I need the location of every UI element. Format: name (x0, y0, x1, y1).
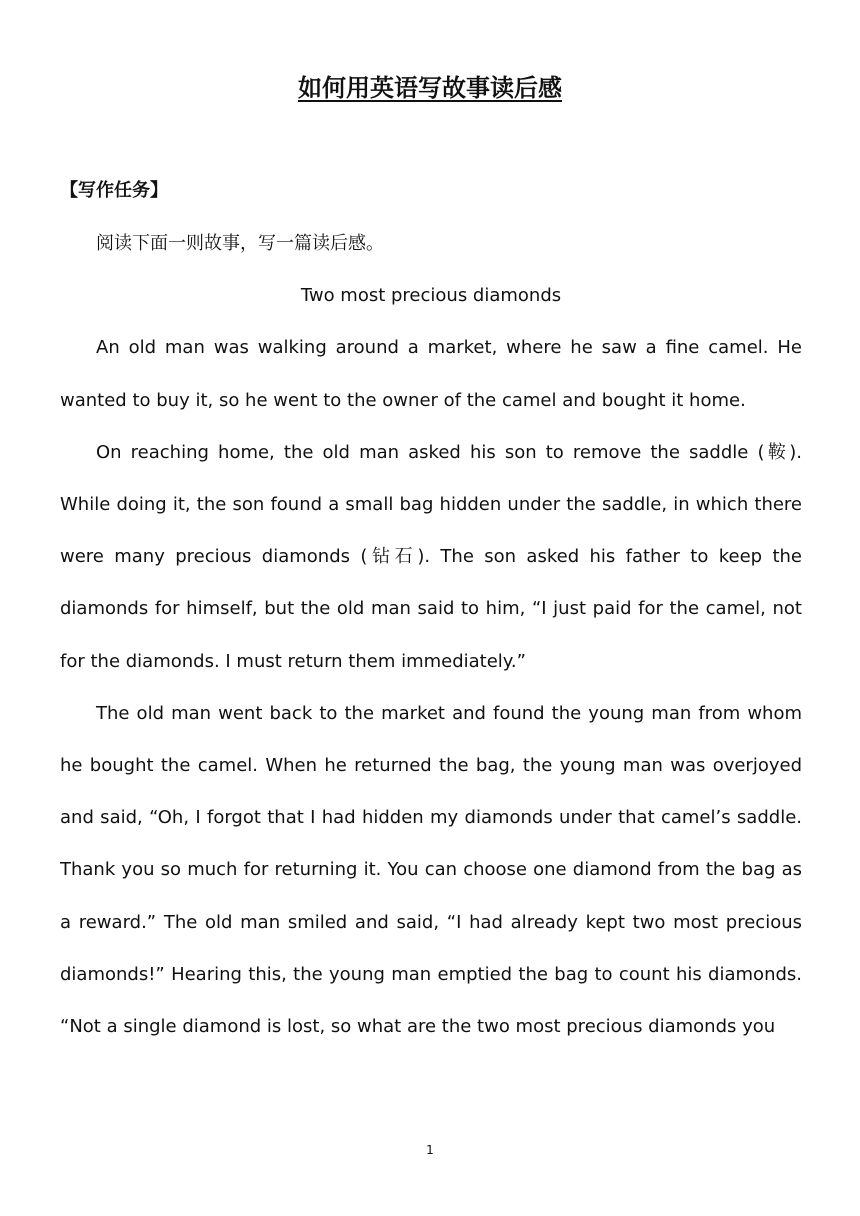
section-heading: 【写作任务】 (60, 180, 168, 201)
story-title: Two most precious diamonds (300, 285, 562, 307)
document-title: 如何用英语写故事读后感 (298, 74, 562, 102)
instruction-text: 阅读下面一则故事，写一篇读后感。 (96, 233, 384, 254)
story-paragraph-1: An old man was walking around a market, where he saw a fine camel. He wanted to buy it, so he went to the owner of the camel and bought it home. (60, 337, 802, 411)
page-number: 1 (426, 1143, 434, 1157)
story-paragraph-2: On reaching home, the old man asked his son to remove the saddle (鞍). While doing it, the son found a small bag hidden under the saddle, in which there were many precious diamonds (钻石). The son asked his father to keep the diamonds for himself, but the old man said to him, “I just paid for the camel, not for the diamonds. I must return them immediately.” (60, 441, 802, 672)
document-body (60, 218, 802, 1053)
story-paragraph-3: The old man went back to the market and found the young man from whom he bought the camel. When he returned the bag, the young man was overjoyed and said, “Oh, I forgot that I had hidden my diamonds under that camel’s saddle. Thank you so much for returning it. You can choose one diamond from the bag as a reward.” The old man smiled and said, “I had already kept two most precious diamonds!” Hearing this, the young man emptied the bag to count his diamonds. “Not a single diamond is lost, so what are the two most precious diamonds you (60, 702, 802, 1038)
